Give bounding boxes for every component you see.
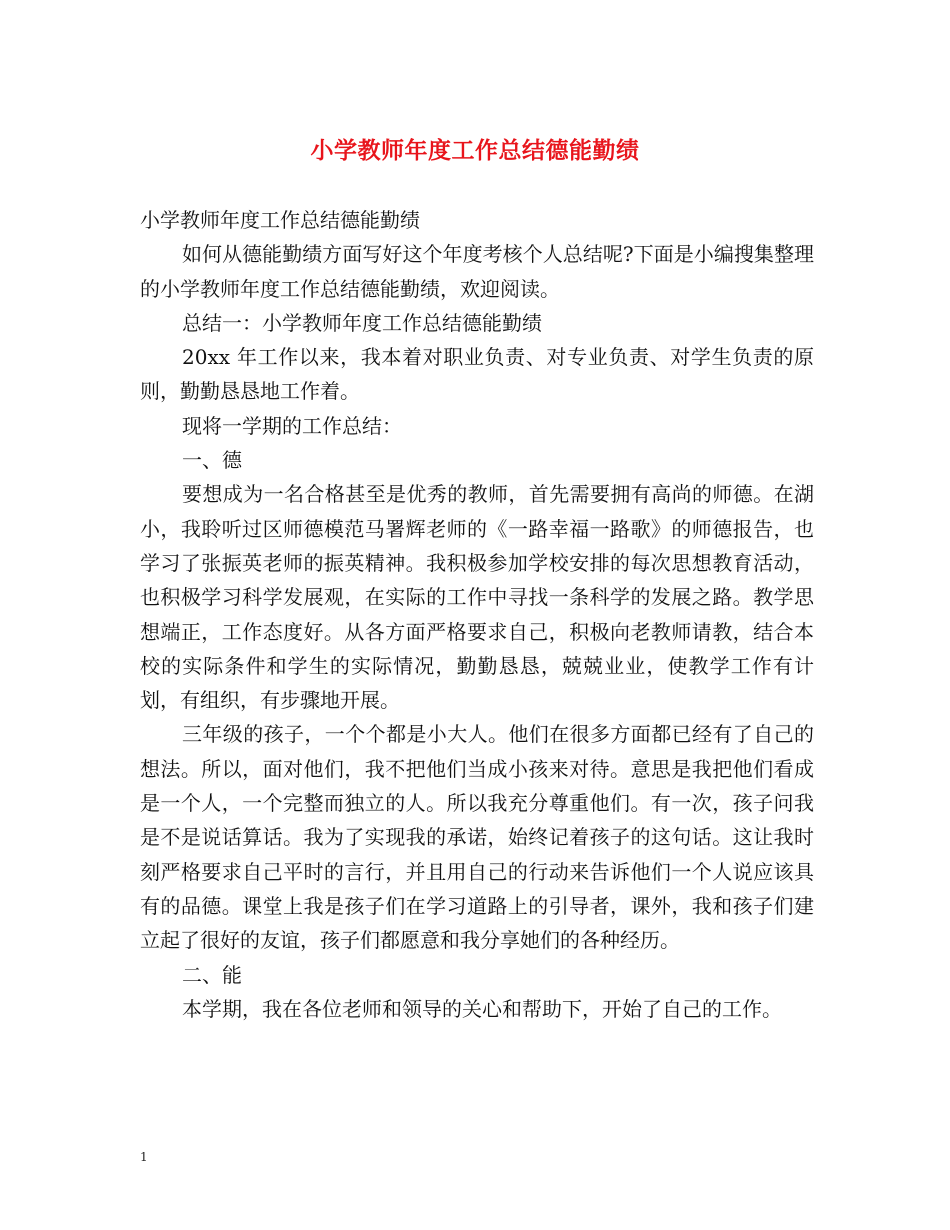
body-paragraph: 20xx 年工作以来，我本着对职业负责、对专业负责、对学生负责的原则，勤勤恳恳地工作着。 [140,345,814,404]
document-body [140,203,814,1026]
body-paragraph: 要想成为一名合格甚至是优秀的教师，首先需要拥有高尚的师德。在湖小，我聆听过区师德模范马署辉老师的《一路幸福一路歌》的师德报告，也学习了张振英老师的振英精神。我积极参加学校安排的每次思想教育活动，也积极学习科学发展观，在实际的工作中寻找一条科学的发展之路。教学思想端正，工作态度好。从各方面严格要求自己，积极向老教师请教，结合本校的实际条件和学生的实际情况，勤勤恳恳，兢兢业业，使教学工作有计划，有组织，有步骤地开展。 [140,482,814,713]
body-paragraph: 总结一：小学教师年度工作总结德能勤绩 [182,310,542,335]
section-heading: 二、能 [182,962,242,987]
body-paragraph: 现将一学期的工作总结： [182,413,402,438]
page-number: 1 [140,1150,148,1164]
body-paragraph: 本学期，我在各位老师和领导的关心和帮助下，开始了自己的工作。 [182,996,782,1021]
section-heading: 一、德 [182,448,242,473]
body-paragraph: 小学教师年度工作总结德能勤绩 [140,208,420,232]
body-paragraph: 三年级的孩子，一个个都是小大人。他们在很多方面都已经有了自己的想法。所以，面对他们，我不把他们当成小孩来对待。意思是我把他们看成是一个人，一个完整而独立的人。所以我充分尊重他们。有一次，孩子问我是不是说话算话。我为了实现我的承诺，始终记着孩子的这句话。这让我时刻严格要求自己平时的言行，并且用自己的行动来告诉他们一个人说应该具有的品德。课堂上我是孩子们在学习道路上的引导者，课外，我和孩子们建立起了很好的友谊，孩子们都愿意和我分享她们的各种经历。 [140,722,814,953]
body-paragraph: 如何从德能勤绩方面写好这个年度考核个人总结呢?下面是小编搜集整理的小学教师年度工作总结德能勤绩，欢迎阅读。 [140,242,814,301]
document-title: 小学教师年度工作总结德能勤绩 [310,138,640,164]
